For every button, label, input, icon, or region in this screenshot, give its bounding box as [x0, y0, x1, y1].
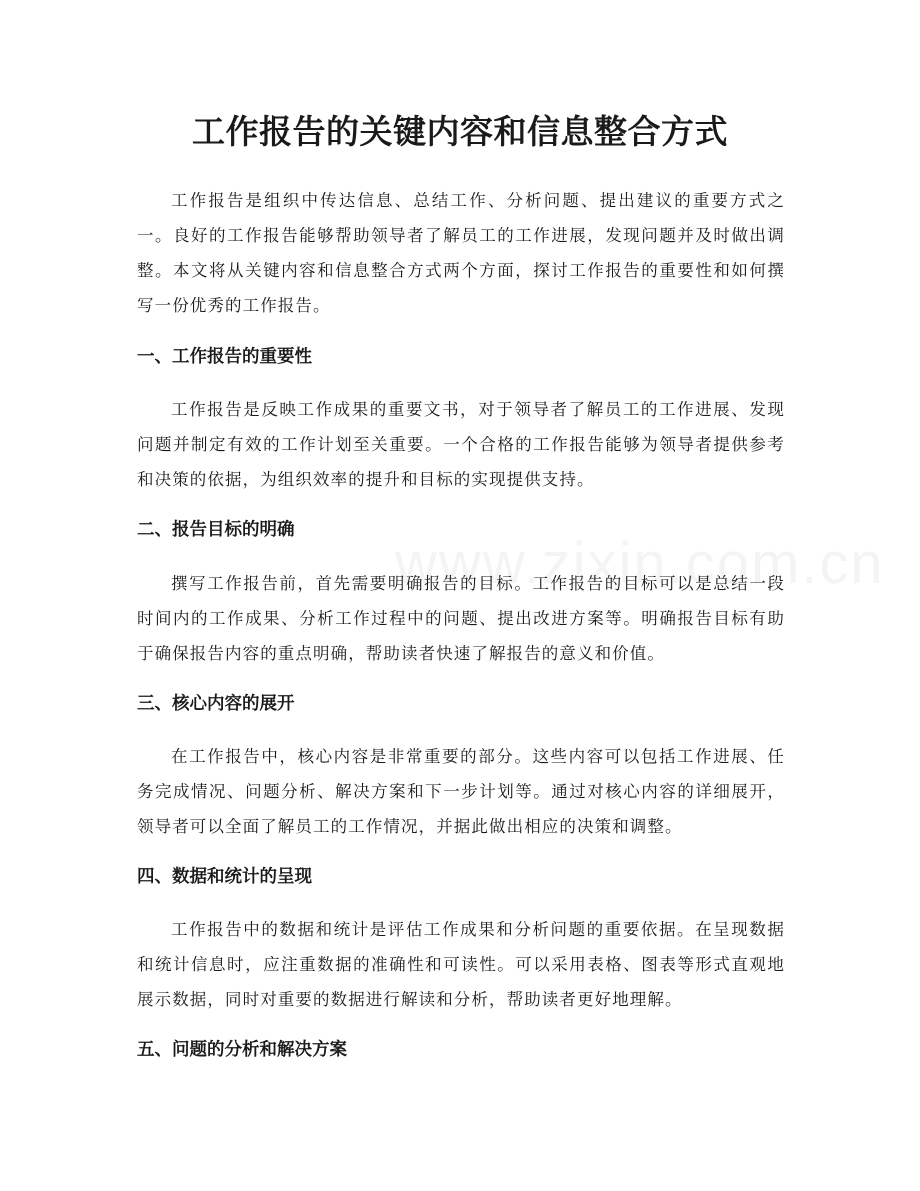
section-heading-2: 二、报告目标的明确: [137, 520, 295, 540]
section-body-4: 工作报告中的数据和统计是评估工作成果和分析问题的重要依据。在呈现数据和统计信息时，应注重数据的准确性和可读性。可以采用表格、图表等形式直观地展示数据，同时对重要的数据进行解读和分析，帮助读者更好地理解。: [137, 920, 785, 1009]
section-heading-5: 五、问题的分析和解决方案: [137, 1040, 347, 1060]
page-title: 工作报告的关键内容和信息整合方式: [192, 112, 728, 151]
section-heading-1: 一、工作报告的重要性: [137, 347, 312, 367]
section-heading-4: 四、数据和统计的呈现: [137, 867, 312, 887]
section-body-2: 撰写工作报告前，首先需要明确报告的目标。工作报告的目标可以是总结一段时间内的工作成果、分析工作过程中的问题、提出改进方案等。明确报告目标有助于确保报告内容的重点明确，帮助读者快速了解报告的意义和价值。: [137, 574, 785, 663]
intro-paragraph: 工作报告是组织中传达信息、总结工作、分析问题、提出建议的重要方式之一。良好的工作报告能够帮助领导者了解员工的工作进展，发现问题并及时做出调整。本文将从关键内容和信息整合方式两个方面，探讨工作报告的重要性和如何撰写一份优秀的工作报告。: [137, 191, 785, 315]
section-body-3: 在工作报告中，核心内容是非常重要的部分。这些内容可以包括工作进展、任务完成情况、问题分析、解决方案和下一步计划等。通过对核心内容的详细展开，领导者可以全面了解员工的工作情况，并据此做出相应的决策和调整。: [137, 747, 785, 836]
section-body-1: 工作报告是反映工作成果的重要文书，对于领导者了解员工的工作进展、发现问题并制定有效的工作计划至关重要。一个合格的工作报告能够为领导者提供参考和决策的依据，为组织效率的提升和目标的实现提供支持。: [137, 400, 785, 489]
section-heading-3: 三、核心内容的展开: [137, 694, 295, 714]
